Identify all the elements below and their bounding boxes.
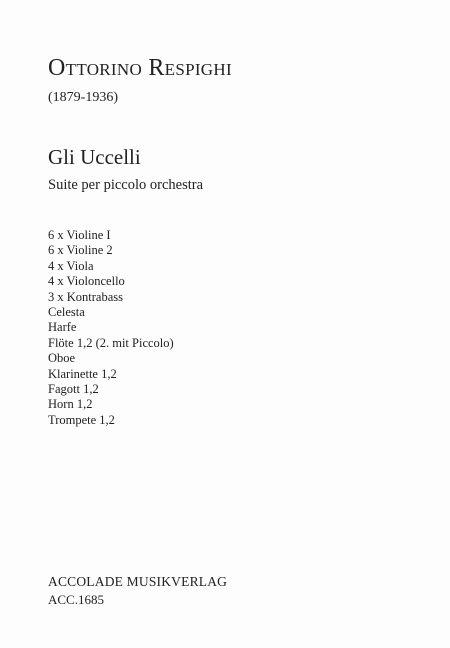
- instrument-item: 6 x Violine I: [48, 228, 111, 242]
- composer-dates: (1879-1936): [48, 90, 118, 105]
- instrument-item: Oboe: [48, 351, 76, 366]
- instrument-item: 4 x Violoncello: [48, 274, 125, 289]
- instrument-item: 4 x Viola: [48, 258, 94, 273]
- instrument-item: Celesta: [48, 305, 85, 320]
- instrument-item: Klarinette 1,2: [48, 366, 117, 381]
- instrument-item: Harfe: [48, 320, 77, 335]
- instrument-item: Fagott 1,2: [48, 382, 99, 397]
- catalog-number: ACC.1685: [48, 592, 104, 607]
- work-title: Gli Uccelli: [48, 145, 141, 169]
- instrument-item: Flöte 1,2 (2. mit Piccolo): [48, 335, 174, 350]
- instrument-item: Horn 1,2: [48, 397, 93, 412]
- work-subtitle: Suite per piccolo orchestra: [48, 177, 204, 193]
- instrumentation-list: [48, 228, 174, 428]
- publisher-name: ACCOLADE MUSIKVERLAG: [48, 574, 228, 589]
- instrument-item: Trompete 1,2: [48, 412, 115, 427]
- instrument-item: 6 x Violine 2: [48, 243, 113, 258]
- composer-name: Ottorino Respighi: [48, 55, 232, 81]
- instrument-item: 3 x Kontrabass: [48, 289, 123, 304]
